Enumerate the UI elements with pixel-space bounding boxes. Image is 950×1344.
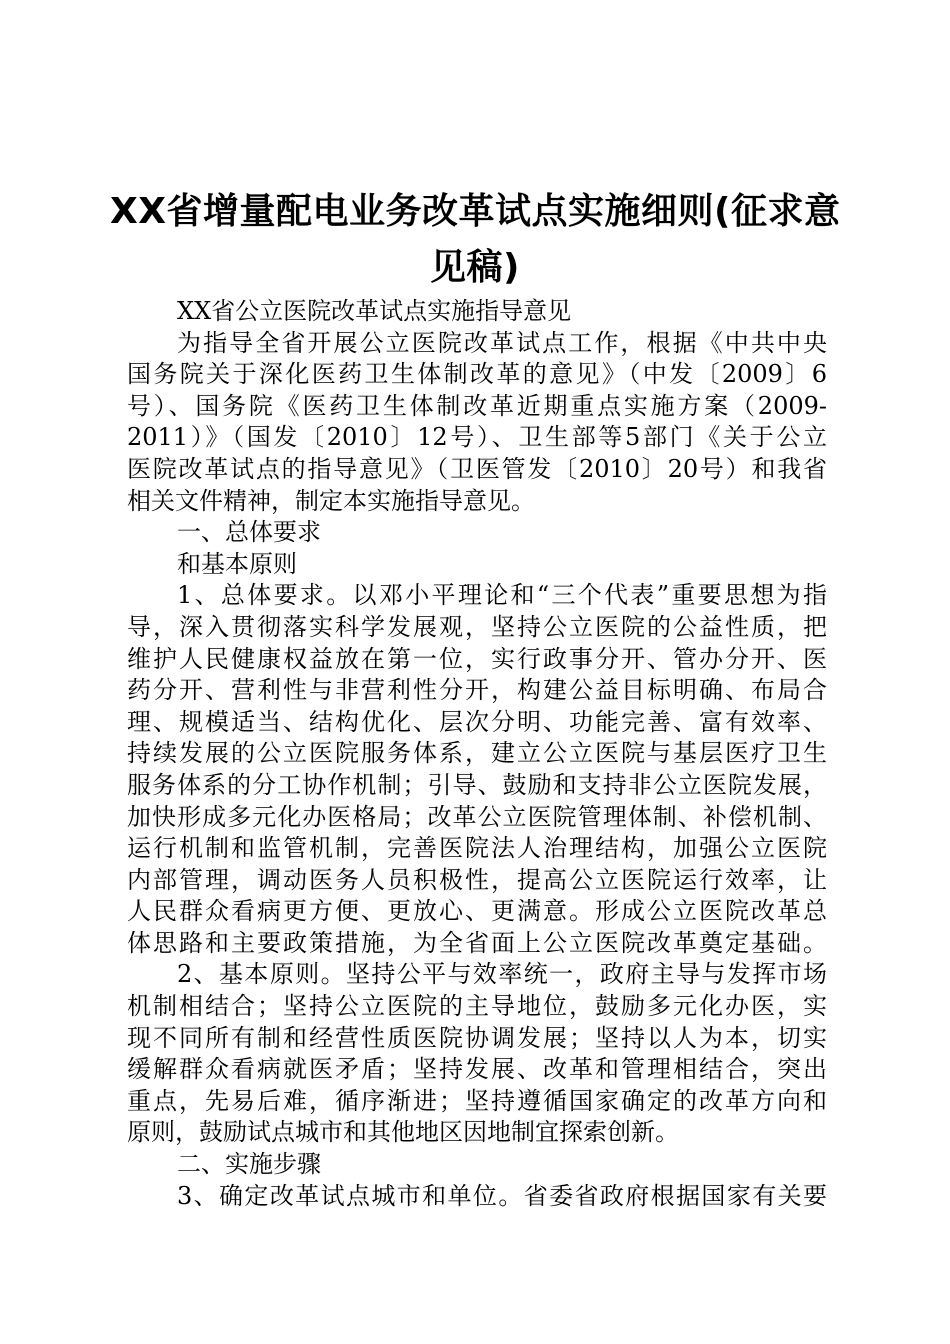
body-line: 号）、国务院《医药卫生体制改革近期重点实施方案（2009- xyxy=(127,391,827,420)
body-line: 一、总体要求 xyxy=(177,518,321,547)
body-line: 理、规模适当、结构优化、层次分明、功能完善、富有效率、 xyxy=(127,707,827,736)
body-line: 机制相结合；坚持公立医院的主导地位，鼓励多元化办医，实 xyxy=(127,992,827,1021)
body-line: 3、确定改革试点城市和单位。省委省政府根据国家有关要 xyxy=(177,1181,827,1210)
body-line: 和基本原则 xyxy=(177,549,297,578)
body-line: 加快形成多元化办医格局；改革公立医院管理体制、补偿机制、 xyxy=(127,802,827,831)
body-line: 原则，鼓励试点城市和其他地区因地制宜探索创新。 xyxy=(127,1118,679,1147)
body-line: 现不同所有制和经营性质医院协调发展；坚持以人为本，切实 xyxy=(127,1023,827,1052)
body-line: 相关文件精神，制定本实施指导意见。 xyxy=(127,486,535,515)
body-line: 导，深入贯彻落实科学发展观，坚持公立医院的公益性质，把 xyxy=(127,612,827,641)
body-line: 国务院关于深化医药卫生体制改革的意见》（中发〔2009〕6 xyxy=(127,360,827,389)
body-line: 维护人民健康权益放在第一位，实行政事分开、管办分开、医 xyxy=(127,644,827,673)
body-line: 内部管理，调动医务人员积极性，提高公立医院运行效率，让 xyxy=(127,865,827,894)
body-line: 缓解群众看病就医矛盾；坚持发展、改革和管理相结合，突出 xyxy=(127,1055,827,1084)
body-line: 为指导全省开展公立医院改革试点工作，根据《中共中央 xyxy=(177,328,827,357)
body-line: XX省公立医院改革试点实施指导意见 xyxy=(177,297,572,325)
body-line: 医院改革试点的指导意见》（卫医管发〔2010〕20号）和我省 xyxy=(127,454,827,483)
body-line: 药分开、营利性与非营利性分开，构建公益目标明确、布局合 xyxy=(127,676,827,705)
body-line: 重点，先易后难，循序渐进；坚持遵循国家确定的改革方向和 xyxy=(127,1086,827,1115)
body-line: 运行机制和监管机制，完善医院法人治理结构，加强公立医院 xyxy=(127,834,827,863)
title-line-1: XX省增量配电业务改革试点实施细则(征求意 xyxy=(110,191,841,232)
body-line: 持续发展的公立医院服务体系，建立公立医院与基层医疗卫生 xyxy=(127,739,827,768)
title-line-2: 见稿) xyxy=(430,247,520,288)
body-line: 人民群众看病更方便、更放心、更满意。形成公立医院改革总 xyxy=(127,897,827,926)
body-line: 2011）》（国发〔2010〕12号）、卫生部等5部门《关于公立 xyxy=(127,423,827,452)
body-line: 体思路和主要政策措施，为全省面上公立医院改革奠定基础。 xyxy=(127,928,827,957)
document-title xyxy=(110,184,840,296)
body-line: 1、总体要求。以邓小平理论和“三个代表”重要思想为指 xyxy=(177,581,827,610)
document-body xyxy=(127,296,827,1212)
body-line: 二、实施步骤 xyxy=(177,1150,321,1179)
body-line: 2、基本原则。坚持公平与效率统一，政府主导与发挥市场 xyxy=(177,960,827,989)
body-line: 服务体系的分工协作机制；引导、鼓励和支持非公立医院发展， xyxy=(127,770,827,799)
